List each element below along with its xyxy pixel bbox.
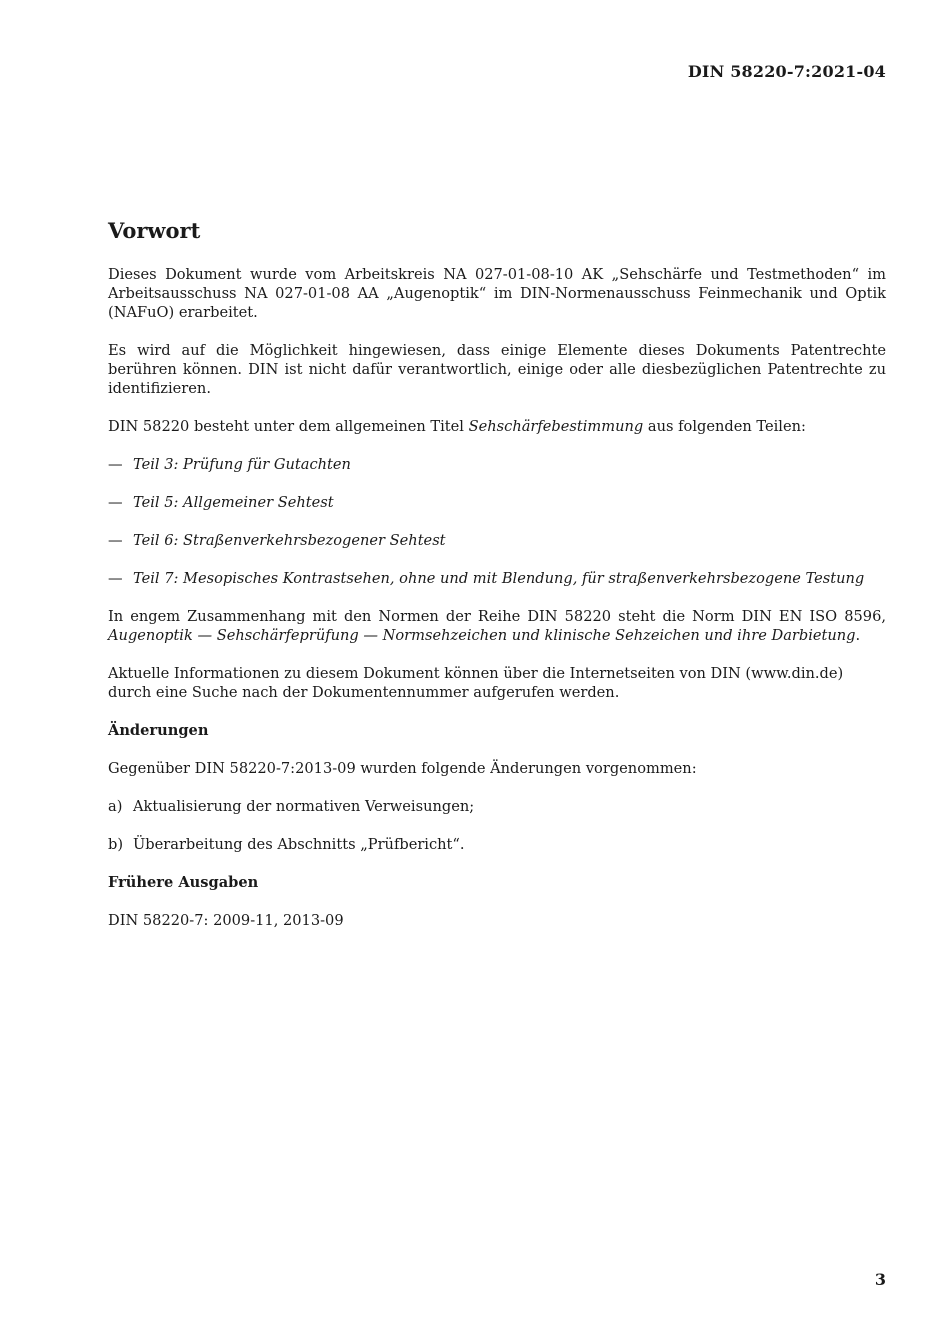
parts-intro-pre: DIN 58220 besteht unter dem allgemeinen Titel <box>108 418 469 435</box>
related-standard-title: Augenoptik — Sehschärfeprüfung — Normsehzeichen und klinische Sehzeichen und ihre Darbietung <box>108 627 856 644</box>
change-text: Überarbeitung des Abschnitts „Prüfbericht“. <box>133 836 465 853</box>
related-post: . <box>855 627 861 644</box>
page-number: 3 <box>874 1270 886 1289</box>
enum-marker: b) <box>108 836 124 853</box>
enum-marker: a) <box>108 798 123 815</box>
parts-intro-post: aus folgenden Teilen: <box>643 418 806 435</box>
changes-heading: Änderungen <box>108 722 209 739</box>
part-title: Teil 6: Straßenverkehrsbezogener Sehtest <box>133 532 446 549</box>
paragraph-committee: Dieses Dokument wurde vom Arbeitskreis NA 027-01-08-10 AK „Sehschärfe und Testmethoden“ im Arbeitsausschuss NA 027-01-08 AA „Augenoptik“ im DIN-Normenausschuss Feinmechanik und Optik (NAFuO) erarbeitet. <box>108 266 886 321</box>
list-item <box>108 493 886 512</box>
dash-marker: — <box>108 570 123 587</box>
part-title: Teil 7: Mesopisches Kontrastsehen, ohne und mit Blendung, für straßenverkehrsbezogene Testung <box>133 570 865 587</box>
list-item <box>108 797 886 816</box>
related-pre: In engem Zusammenhang mit den Normen der Reihe DIN 58220 steht die Norm DIN EN ISO 8596, <box>108 608 886 625</box>
list-item <box>108 531 886 550</box>
series-title: Sehschärfebestimmung <box>468 418 644 435</box>
document-page <box>108 0 886 1343</box>
list-item <box>108 835 886 854</box>
earlier-editions-text: DIN 58220-7: 2009-11, 2013-09 <box>108 912 344 929</box>
paragraph-parts-intro <box>108 417 886 436</box>
dash-marker: — <box>108 494 123 511</box>
section-title: Vorwort <box>108 218 201 243</box>
paragraph-related-standard <box>108 607 886 645</box>
dash-marker: — <box>108 456 123 473</box>
list-item <box>108 569 886 588</box>
part-title: Teil 5: Allgemeiner Sehtest <box>133 494 334 511</box>
paragraph-current-info: Aktuelle Informationen zu diesem Dokument können über die Internetseiten von DIN (www.din.de) durch eine Suche nach der Dokumentennummer aufgerufen werden. <box>108 665 844 701</box>
change-text: Aktualisierung der normativen Verweisungen; <box>133 798 475 815</box>
foreword-body <box>108 265 886 949</box>
part-title: Teil 3: Prüfung für Gutachten <box>133 456 351 473</box>
list-item <box>108 455 886 474</box>
paragraph-patent-notice: Es wird auf die Möglichkeit hingewiesen, dass einige Elemente dieses Dokuments Patentrechte berühren können. DIN ist nicht dafür verantwortlich, einige oder alle diesbezüglichen Patentrechte zu identifizieren. <box>108 342 886 397</box>
changes-intro: Gegenüber DIN 58220-7:2013-09 wurden folgende Änderungen vorgenommen: <box>108 760 697 777</box>
earlier-editions-heading: Frühere Ausgaben <box>108 874 259 891</box>
dash-marker: — <box>108 532 123 549</box>
document-id: DIN 58220-7:2021-04 <box>687 62 886 81</box>
